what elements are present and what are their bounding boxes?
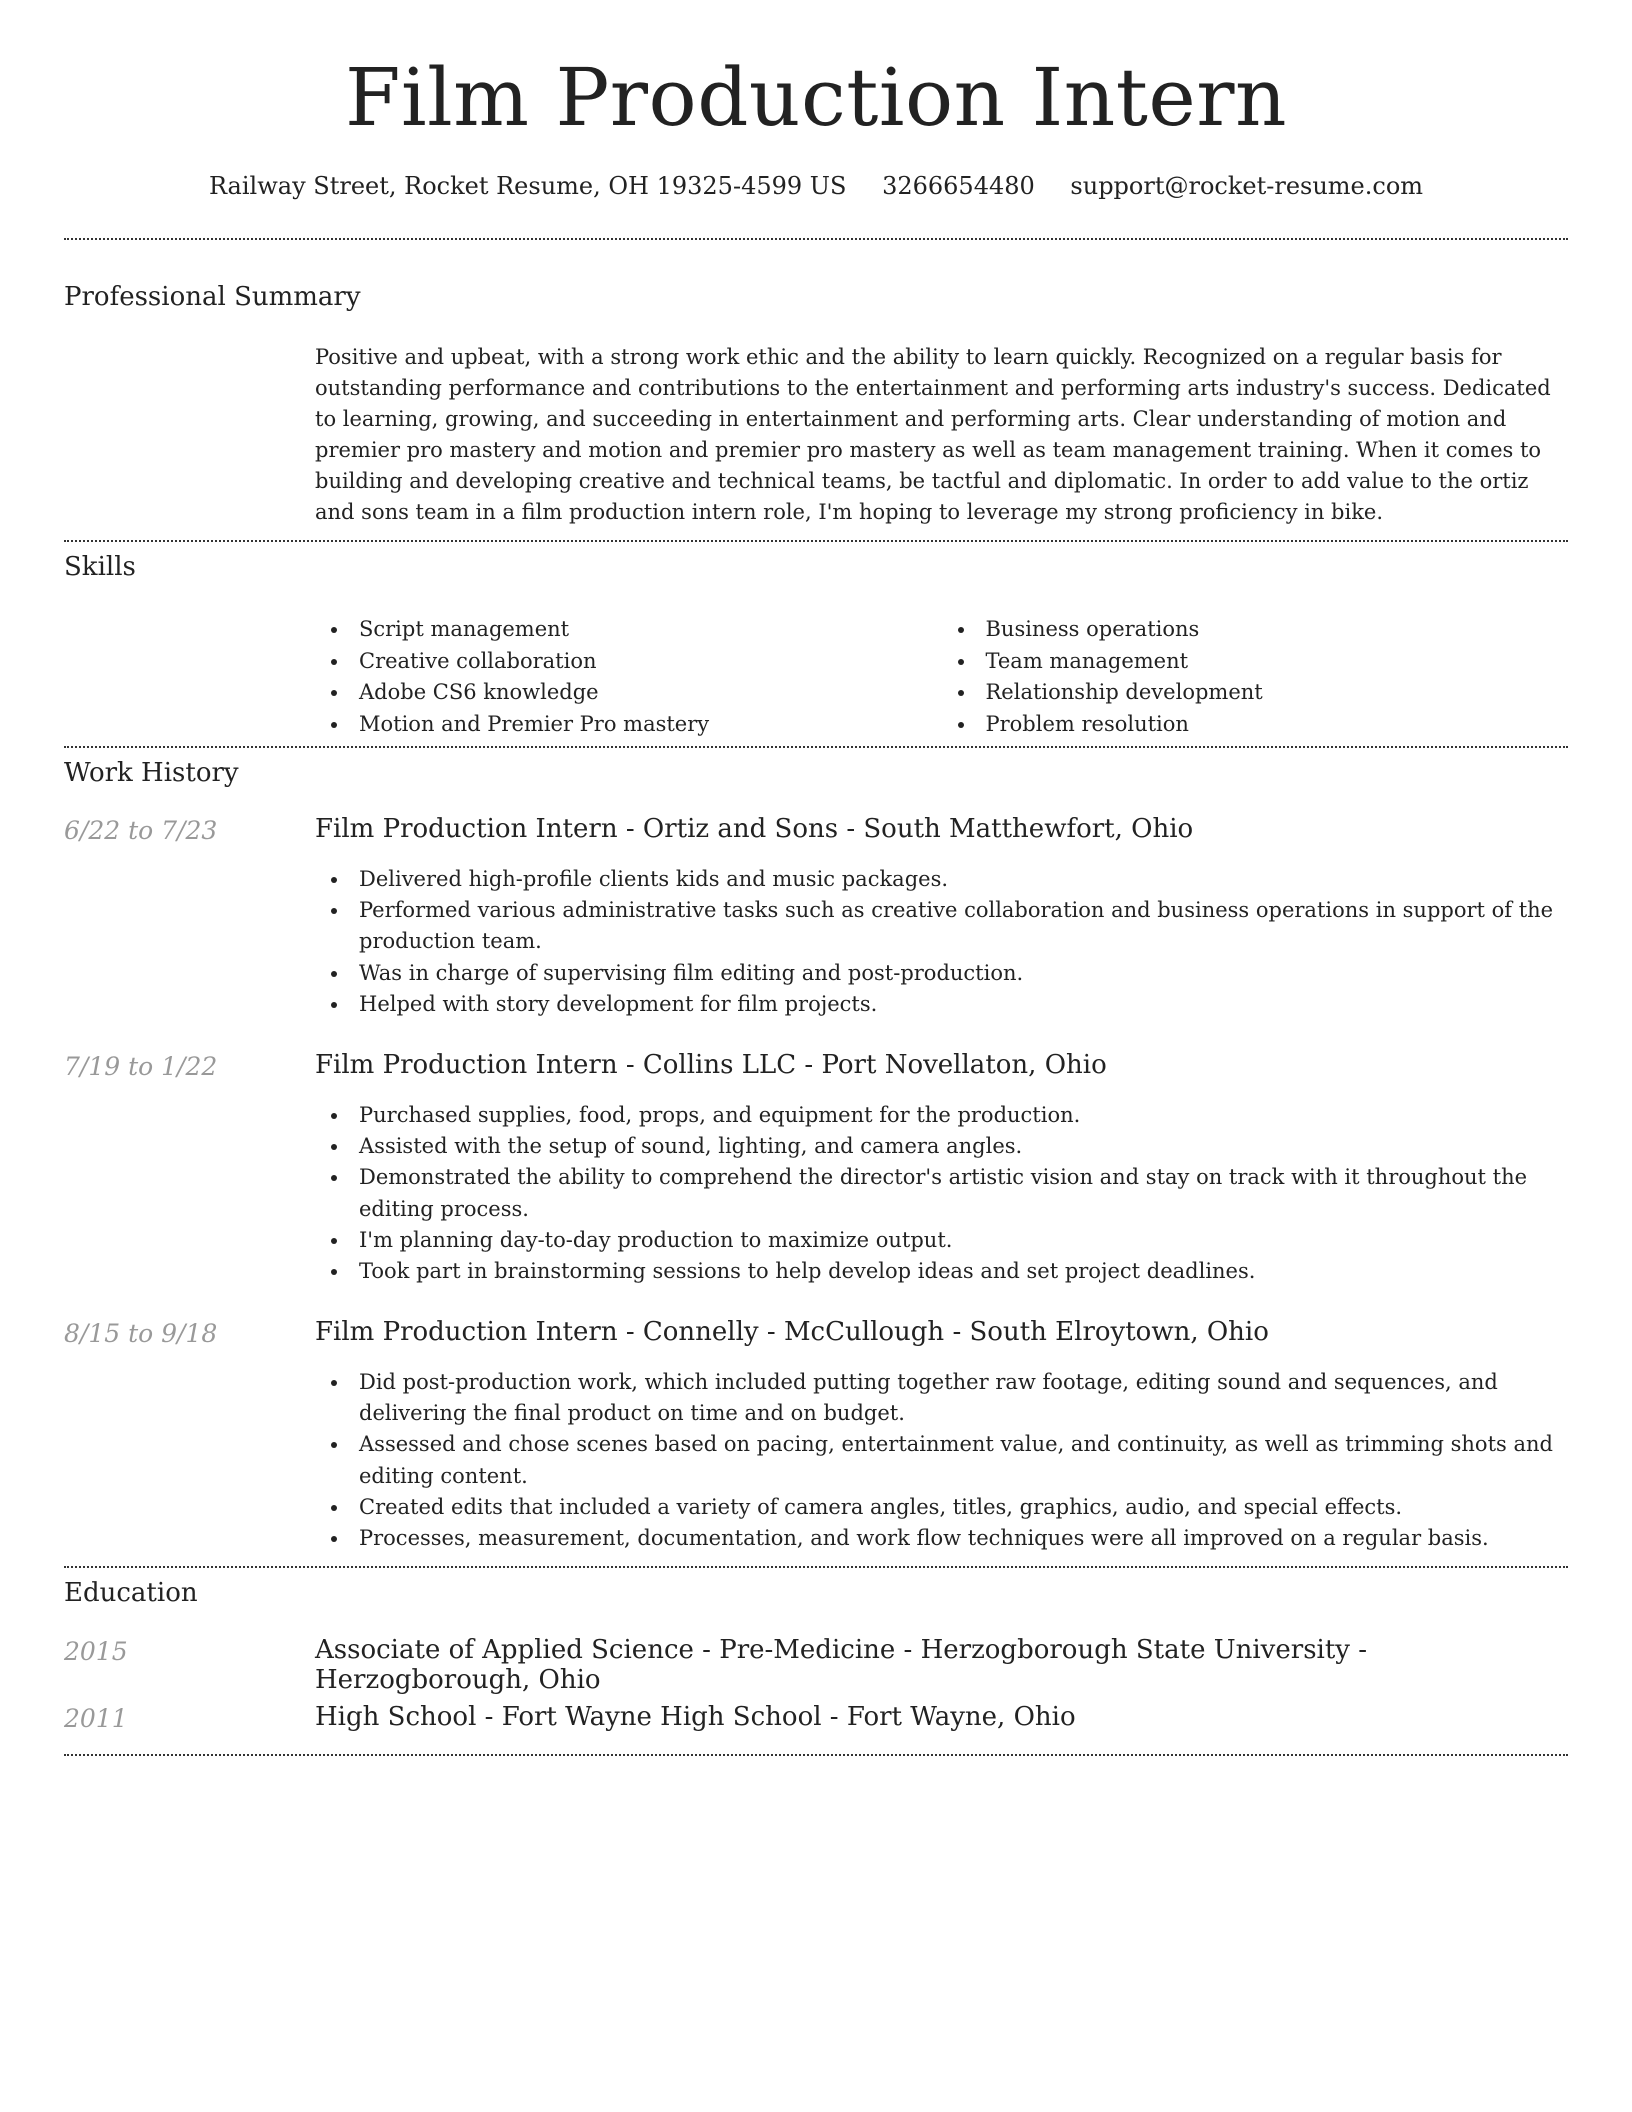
divider [64,238,1568,240]
job-bullet: Processes, measurement, documentation, and work flow techniques were all improved on a regular basis. [315,1523,1568,1554]
job-bullets [315,864,1568,1020]
skill-item: Adobe CS6 knowledge [315,677,942,709]
summary-text: Positive and upbeat, with a strong work ethic and the ability to learn quickly. Recognized on a regular basis for outstanding performance and contributions to the entertainment and performing arts industry's success. Dedicated to learning, growing, and succeeding in entertainment and performing arts. Clear understanding of motion and premier pro mastery and motion and premier pro mastery as well as team management training. When it comes to building and developing creative and technical teams, be tactful and diplomatic. In order to add value to the ortiz and sons team in a film production intern role, I'm hoping to leverage my strong proficiency in bike. [315,345,1551,524]
job-dates: 8/15 to 9/18 [64,1319,218,1348]
job-bullet: Purchased supplies, food, props, and equipment for the production. [315,1100,1568,1131]
job-bullet: Did post-production work, which included putting together raw footage, editing sound and sequences, and delivering the final product on time and on budget. [315,1367,1568,1429]
job-bullet: Created edits that included a variety of camera angles, titles, graphics, audio, and special effects. [315,1492,1568,1523]
section-title-summary: Professional Summary [64,282,361,312]
skill-item: Script management [315,614,942,646]
skill-item: Team management [942,646,1569,678]
job-dates: 6/22 to 7/23 [64,816,218,845]
skills-column-left [315,614,942,740]
job-dates: 7/19 to 1/22 [64,1052,218,1081]
divider [64,1566,1568,1568]
job-heading: Film Production Intern - Collins LLC - Port Novellaton, Ohio [315,1050,1107,1080]
contact-email: support@rocket-resume.com [1070,172,1424,200]
section-title-work: Work History [64,758,239,788]
contact-line [0,172,1632,200]
skill-item: Problem resolution [942,709,1569,741]
contact-phone: 3266654480 [882,172,1035,200]
education-year: 2015 [64,1637,128,1666]
job-bullet: Delivered high-profile clients kids and music packages. [315,864,1568,895]
job-heading: Film Production Intern - Ortiz and Sons - South Matthewfort, Ohio [315,814,1194,844]
skills-column-right [942,614,1569,740]
job-bullet: Took part in brainstorming sessions to help develop ideas and set project deadlines. [315,1256,1568,1287]
section-title-education: Education [64,1578,198,1608]
job-bullet: Assisted with the setup of sound, lighting, and camera angles. [315,1131,1568,1162]
resume-name: Film Production Intern [345,51,1287,144]
job-bullet: Demonstrated the ability to comprehend the director's artistic vision and stay on track with it throughout the editing process. [315,1162,1568,1224]
job-bullet: Performed various administrative tasks such as creative collaboration and business operations in support of the production team. [315,895,1568,957]
skill-item: Creative collaboration [315,646,942,678]
divider [64,1754,1568,1756]
job-bullets [315,1100,1568,1287]
divider [64,746,1568,748]
job-heading: Film Production Intern - Connelly - McCullough - South Elroytown, Ohio [315,1317,1269,1347]
divider [64,540,1568,542]
job-bullets [315,1367,1568,1554]
education-year: 2011 [64,1704,128,1733]
section-title-skills: Skills [64,552,136,582]
job-bullet: Helped with story development for film projects. [315,989,1568,1020]
job-bullet: Was in charge of supervising film editing and post-production. [315,958,1568,989]
skill-item: Business operations [942,614,1569,646]
job-bullet: Assessed and chose scenes based on pacing, entertainment value, and continuity, as well as trimming shots and editing content. [315,1429,1568,1491]
skills-list [315,614,1568,740]
job-bullet: I'm planning day-to-day production to maximize output. [315,1225,1568,1256]
contact-address: Railway Street, Rocket Resume, OH 19325-4599 US [208,172,847,200]
education-entry: High School - Fort Wayne High School - Fort Wayne, Ohio [315,1702,1076,1732]
education-entry: Associate of Applied Science - Pre-Medicine - Herzogborough State University - Herzogborough, Ohio [315,1635,1368,1695]
skill-item: Motion and Premier Pro mastery [315,709,942,741]
skill-item: Relationship development [942,677,1569,709]
